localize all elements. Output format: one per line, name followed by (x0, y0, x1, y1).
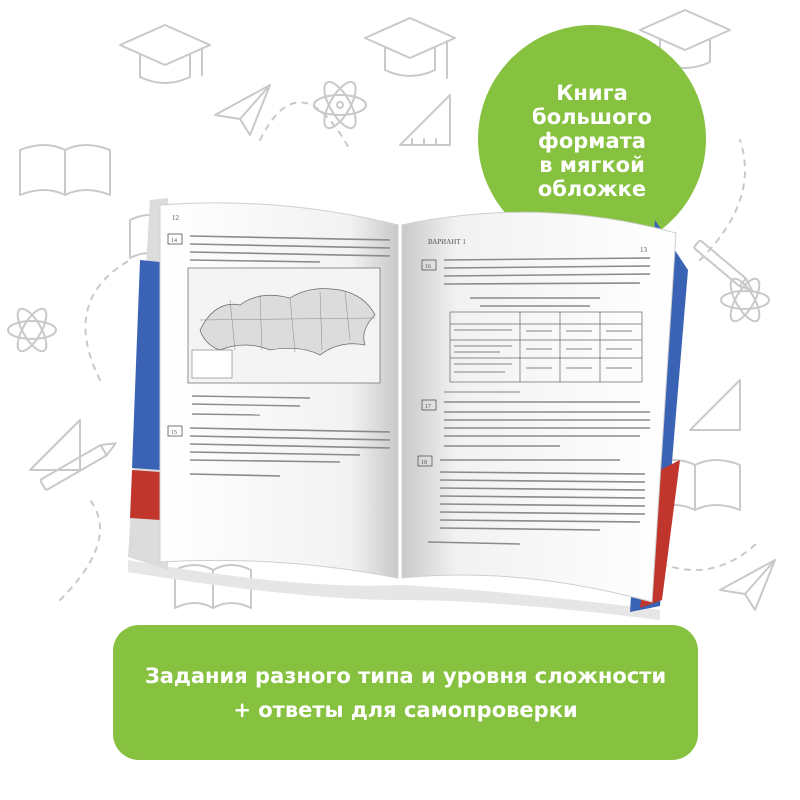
task-number: 15 (171, 430, 177, 436)
left-page-number: 12 (172, 214, 179, 222)
right-page (402, 212, 676, 602)
task-number: 17 (425, 404, 431, 410)
task-number: 16 (425, 264, 431, 270)
banner-line-2: + ответы для самопроверки (233, 697, 578, 722)
features-banner (113, 625, 698, 760)
variant-label: ВАРИАНТ 1 (428, 238, 466, 246)
task-number: 14 (171, 238, 177, 244)
right-page-number: 13 (640, 246, 647, 254)
banner-line-1: Задания разного типа и уровня сложности (144, 663, 667, 688)
task-number: 18 (421, 460, 427, 466)
badge-text: Книга большого формата в мягкой обложке (532, 81, 652, 201)
left-page (160, 203, 398, 578)
